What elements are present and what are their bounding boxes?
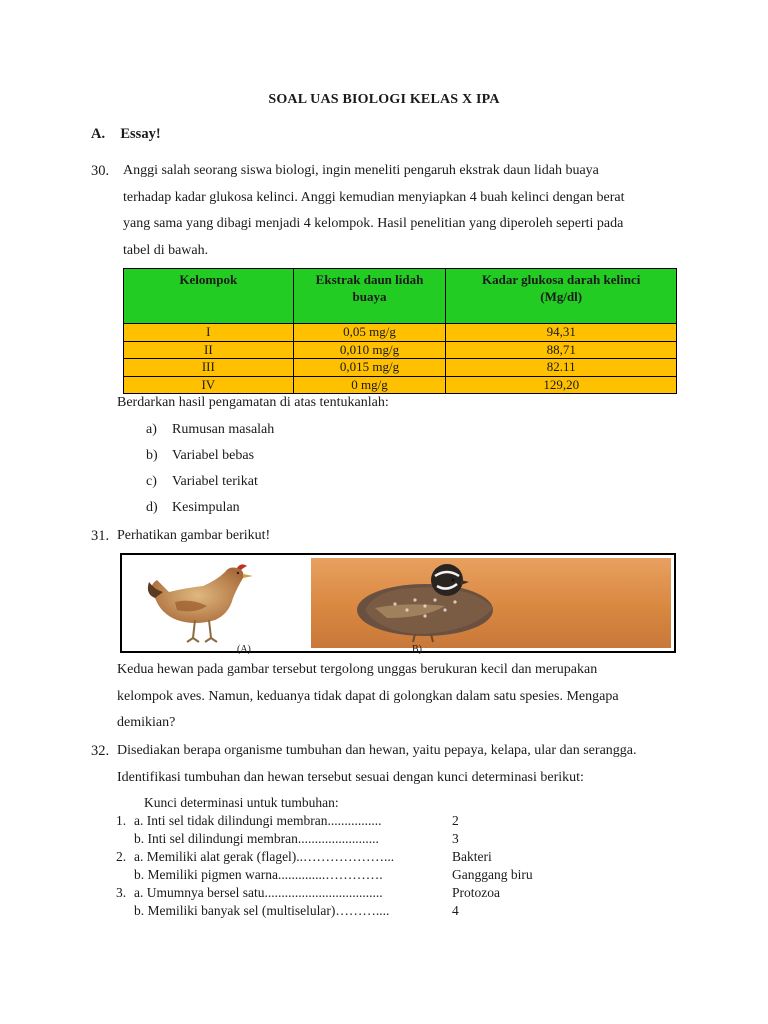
q30-instruction: Berdarkan hasil pengamatan di atas tentukanlah: — [117, 395, 389, 410]
q30-line: Anggi salah seorang siswa biologi, ingin meneliti pengaruh ekstrak daun lidah buaya — [123, 163, 599, 178]
caption-a: (A) — [237, 644, 251, 655]
section-heading — [91, 126, 161, 143]
key-answer: 2 — [452, 813, 459, 828]
table-header-row — [124, 269, 677, 324]
key-answer: 3 — [452, 831, 459, 846]
key-row — [116, 849, 394, 865]
option-b — [146, 448, 254, 464]
table-row — [124, 376, 677, 394]
key-row — [116, 885, 383, 901]
q30-line: terhadap kadar glukosa kelinci. Anggi kemudian menyiapkan 4 buah kelinci dengan berat — [123, 189, 625, 205]
caption-b: B) — [412, 644, 422, 655]
key-number: 1. — [116, 813, 127, 828]
q30-line: yang sama yang dibagi menjadi 4 kelompok. Hasil penelitian yang diperoleh seperti pada — [123, 216, 624, 231]
option-label: d) — [146, 500, 158, 515]
option-text: Rumusan masalah — [172, 422, 275, 437]
key-row — [116, 903, 389, 919]
key-text: b. Memiliki banyak sel (multiselular)……….... — [134, 903, 390, 918]
question-31-number: 31. — [91, 528, 110, 544]
key-text: b. Inti sel dilindungi membran........................ — [134, 831, 379, 846]
key-text: b. Memiliki pigmen warna..............…………. — [134, 867, 383, 882]
question-30-text — [123, 158, 678, 264]
table-header-cell — [446, 269, 677, 324]
table-cell: 94,31 — [446, 324, 677, 342]
option-text: Variabel terikat — [172, 474, 258, 489]
key-row — [116, 867, 383, 883]
section-label: Essay! — [120, 126, 161, 142]
key-text: a. Umumnya bersel satu................................... — [134, 885, 383, 900]
results-table — [123, 268, 677, 394]
table-header-cell: Kelompok — [124, 269, 294, 324]
question-31-prompt: Perhatikan gambar berikut! — [117, 528, 271, 543]
table-cell: II — [124, 341, 294, 359]
option-label: a) — [146, 422, 157, 437]
page-title: SOAL UAS BIOLOGI KELAS X IPA — [268, 92, 500, 107]
key-title: Kunci determinasi untuk tumbuhan: — [144, 795, 339, 810]
key-text: a. Memiliki alat gerak (flagel)..………………... — [134, 849, 395, 864]
table-header-text: Kadar glukosa darah kelinci (Mg/dl) — [482, 272, 641, 304]
q31-line: Kedua hewan pada gambar tersebut tergolong unggas berukuran kecil dan merupakan — [117, 662, 598, 677]
table-cell: 0,015 mg/g — [293, 359, 446, 377]
q31-line: kelompok aves. Namun, keduanya tidak dapat di golongkan dalam satu spesies. Mengapa — [117, 688, 619, 704]
key-number: 3. — [116, 885, 127, 900]
q31-line: demikian? — [117, 715, 176, 730]
animal-photo-frame — [120, 553, 676, 653]
table-cell: III — [124, 359, 294, 377]
table-header-text: Ekstrak daun lidah buaya — [315, 272, 424, 304]
question-30-number: 30. — [91, 163, 110, 179]
option-c — [146, 474, 258, 490]
section-letter: A. — [91, 126, 106, 142]
table-row — [124, 341, 677, 359]
q32-line: Identifikasi tumbuhan dan hewan tersebut sesuai dengan kunci determinasi berikut: — [117, 769, 584, 785]
table-cell: 129,20 — [446, 376, 677, 394]
table-header-cell — [293, 269, 446, 324]
question-32-number: 32. — [91, 743, 110, 759]
table-cell: 88,71 — [446, 341, 677, 359]
option-d — [146, 500, 240, 516]
key-answer: Ganggang biru — [452, 867, 533, 882]
q30-line: tabel di bawah. — [123, 242, 209, 258]
key-number: 2. — [116, 849, 127, 864]
table-row — [124, 359, 677, 377]
chicken-image — [148, 564, 253, 642]
question-32-text — [117, 738, 679, 791]
key-row — [116, 813, 381, 829]
key-text: a. Inti sel tidak dilindungi membran................ — [134, 813, 382, 828]
table-row — [124, 324, 677, 342]
question-31-text — [117, 657, 678, 737]
table-cell: 0,05 mg/g — [293, 324, 446, 342]
key-row — [116, 831, 379, 847]
bird-illustration — [125, 558, 671, 648]
table-cell: 0 mg/g — [293, 376, 446, 394]
table-cell: I — [124, 324, 294, 342]
table-cell: 82.11 — [446, 359, 677, 377]
table-cell: 0,010 mg/g — [293, 341, 446, 359]
option-text: Kesimpulan — [172, 500, 240, 515]
animal-photo — [125, 558, 671, 648]
key-answer: 4 — [452, 903, 459, 918]
key-answer: Bakteri — [452, 849, 492, 864]
table-cell: IV — [124, 376, 294, 394]
option-a — [146, 422, 274, 438]
key-answer: Protozoa — [452, 885, 500, 900]
option-label: b) — [146, 448, 158, 463]
option-label: c) — [146, 474, 157, 489]
option-text: Variabel bebas — [172, 448, 255, 463]
q32-line: Disediakan berapa organisme tumbuhan dan hewan, yaitu pepaya, kelapa, ular dan serangga. — [117, 743, 637, 758]
